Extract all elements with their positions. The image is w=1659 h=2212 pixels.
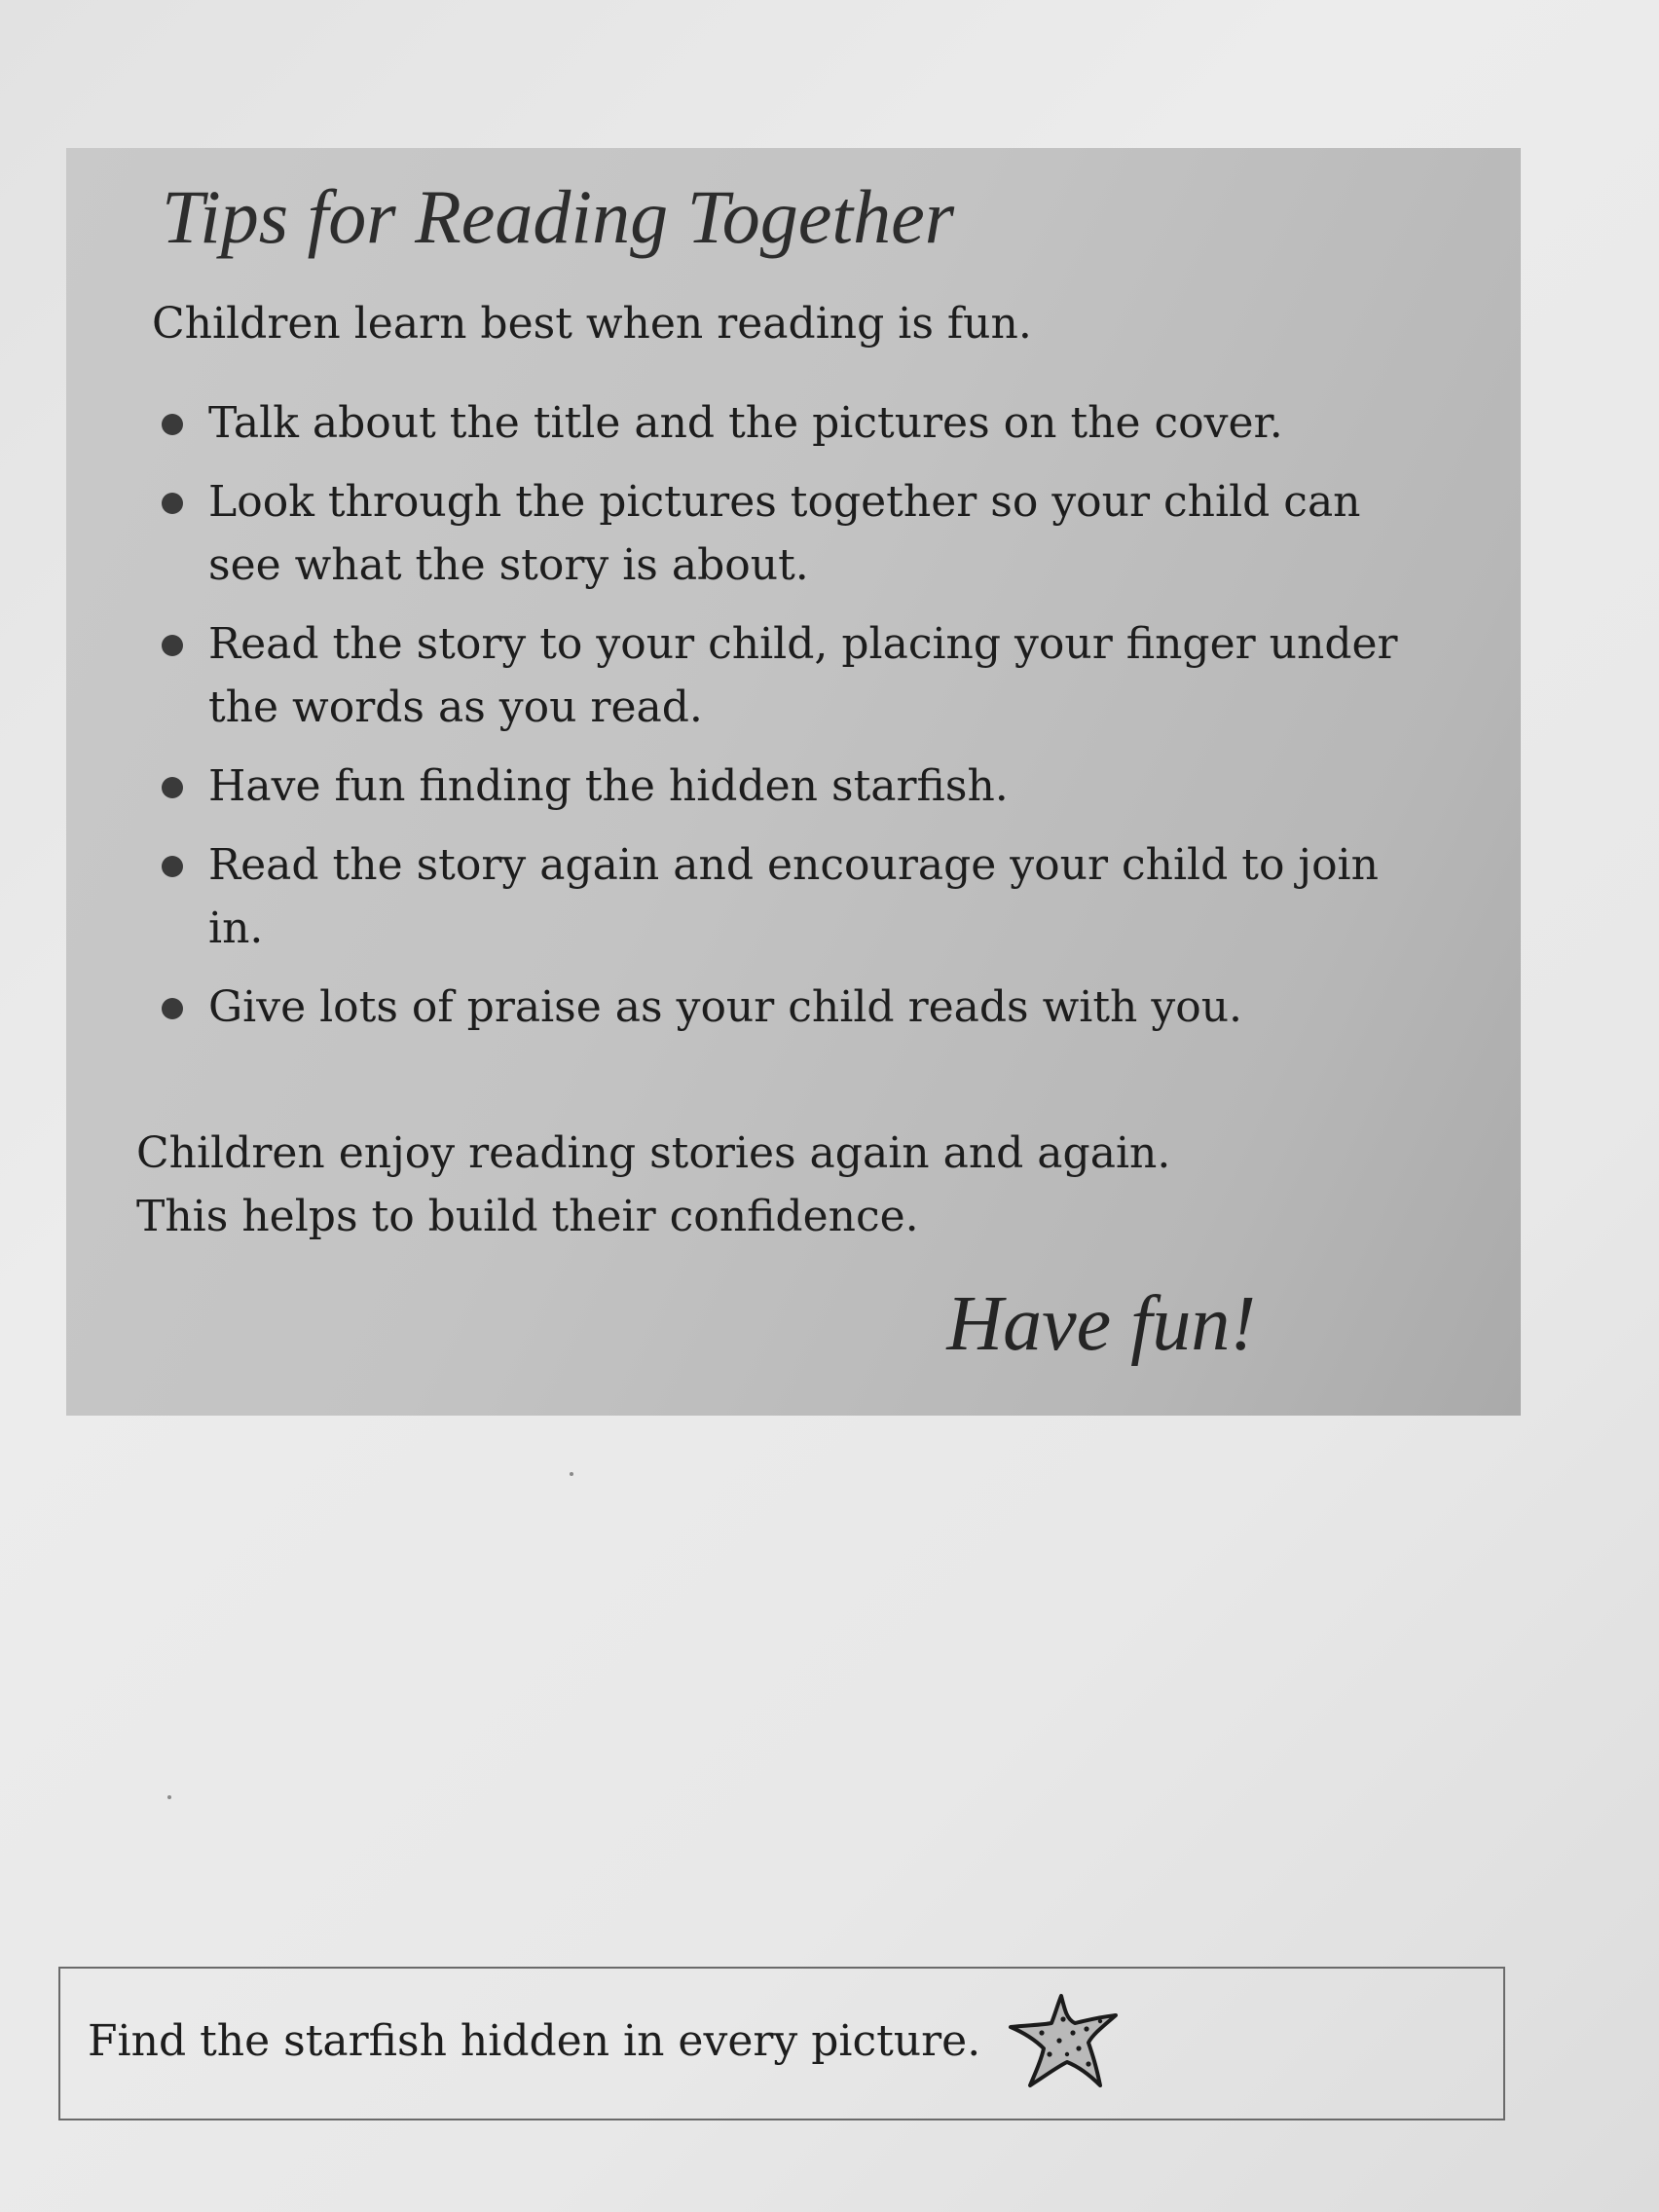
- closing-line: This helps to build their confidence.: [136, 1192, 919, 1241]
- bullet-icon: [162, 777, 183, 798]
- list-item: [152, 976, 1437, 1039]
- tip-text: Give lots of praise as your child reads with you.: [208, 982, 1243, 1032]
- tip-text: Read the story to your child, placing your finger under the words as you read.: [208, 619, 1398, 732]
- list-item: [152, 612, 1437, 739]
- sign-off: Have fun!: [946, 1281, 1256, 1367]
- bullet-icon: [162, 635, 183, 656]
- list-item: [152, 833, 1437, 960]
- starfish-icon: [1007, 1990, 1122, 2091]
- tip-text: Have fun finding the hidden starfish.: [208, 761, 1009, 811]
- list-item: [152, 391, 1437, 455]
- intro-text: Children learn best when reading is fun.: [152, 299, 1032, 349]
- tip-text: Look through the pictures together so your child can see what the story is about.: [208, 477, 1361, 590]
- closing-line: Children enjoy reading stories again and again.: [136, 1128, 1171, 1178]
- tip-text: Read the story again and encourage your child to join in.: [208, 840, 1379, 953]
- paper-speck: [570, 1472, 573, 1476]
- bullet-icon: [162, 998, 183, 1019]
- tip-text: Talk about the title and the pictures on the cover.: [208, 398, 1283, 448]
- bullet-icon: [162, 493, 183, 514]
- starfish-callout: [58, 1967, 1505, 2120]
- tips-panel: [66, 148, 1521, 1416]
- list-item: [152, 470, 1437, 597]
- bullet-icon: [162, 856, 183, 877]
- closing-text: [136, 1122, 1170, 1248]
- tips-list: [152, 391, 1437, 1054]
- list-item: [152, 755, 1437, 818]
- starfish-prompt: Find the starfish hidden in every picture.: [88, 2016, 981, 2066]
- paper-speck: [167, 1795, 171, 1799]
- page-title: Tips for Reading Together: [162, 174, 955, 259]
- bullet-icon: [162, 414, 183, 435]
